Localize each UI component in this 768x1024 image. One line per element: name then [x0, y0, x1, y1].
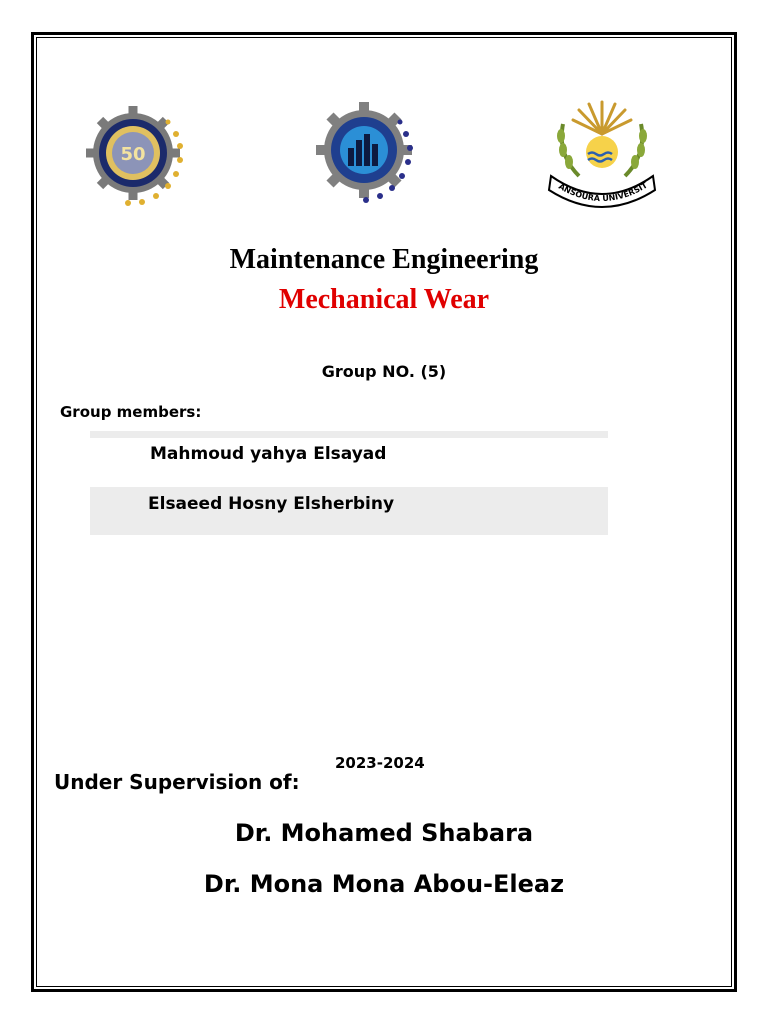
gear-production-design-emblem-icon [308, 94, 420, 206]
supervisor-name: Dr. Mona Mona Abou-Eleaz [203, 870, 565, 898]
mansoura-university-emblem-icon [543, 94, 661, 214]
academic-year: 2023-2024 [335, 754, 425, 772]
member-name: Elsaeed Hosny Elsherbiny [148, 494, 395, 514]
gear-50-years-emblem-icon [78, 98, 188, 208]
document-subtitle: Mechanical Wear [278, 284, 490, 315]
member-row [90, 431, 608, 481]
group-number: Group NO. (5) [321, 362, 447, 381]
university-banner-text: ANSOURA UNIVERSIT [556, 180, 649, 204]
group-members-label: Group members: [60, 403, 202, 421]
supervision-label: Under Supervision of: [54, 770, 300, 794]
document-title: Maintenance Engineering [229, 244, 539, 275]
svg-text:50: 50 [120, 144, 146, 165]
member-name: Mahmoud yahya Elsayad [150, 444, 387, 464]
supervisor-name: Dr. Mohamed Shabara [234, 819, 534, 847]
member-row [90, 487, 608, 535]
